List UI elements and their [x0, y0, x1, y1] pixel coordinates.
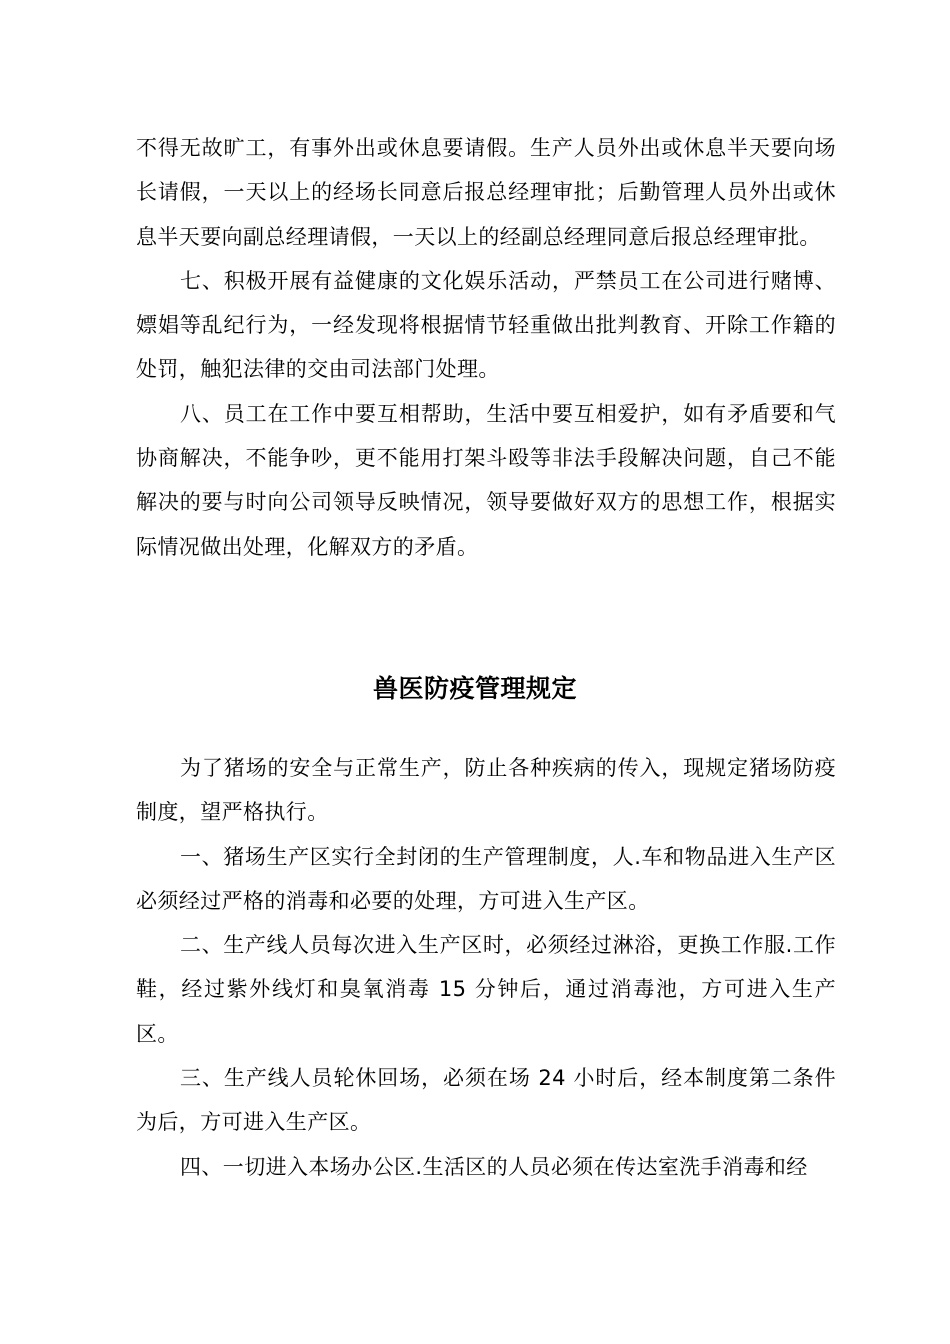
paragraph-rule-8: 八、员工在工作中要互相帮助，生活中要互相爱护，如有矛盾要和气协商解决，不能争吵，更不能用打架斗殴等非法手段解决问题，自己不能解决的要与时向公司领导反映情况，领导要做好双方的思想工作，根据实际情况做出处理，化解双方的矛盾。: [136, 401, 836, 559]
paragraph-rule-2: 二、生产线人员每次进入生产区时，必须经过淋浴，更换工作服.工作鞋，经过紫外线灯和臭氧消毒 15 分钟后，通过消毒池，方可进入生产区。: [136, 933, 836, 1046]
paragraph-leave-rules: 不得无故旷工，有事外出或休息要请假。生产人员外出或休息半天要向场长请假，一天以上的经场长同意后报总经理审批；后勤管理人员外出或休息半天要向副总经理请假，一天以上的经副总经理同意后报总经理审批。: [136, 136, 836, 249]
paragraph-intro: 为了猪场的安全与正常生产，防止各种疾病的传入，现规定猪场防疫制度，望严格执行。: [136, 756, 836, 825]
epidemic-prevention-section: [136, 746, 836, 1189]
paragraph-rule-3: 三、生产线人员轮休回场，必须在场 24 小时后，经本制度第二条件为后，方可进入生产区。: [136, 1066, 836, 1135]
rules-continuation-section: [136, 126, 836, 569]
paragraph-rule-7: 七、积极开展有益健康的文化娱乐活动，严禁员工在公司进行赌博、嫖娼等乱纪行为，一经发现将根据情节轻重做出批判教育、开除工作籍的处罚，触犯法律的交由司法部门处理。: [136, 268, 836, 382]
paragraph-rule-1: 一、猪场生产区实行全封闭的生产管理制度，人.车和物品进入生产区必须经过严格的消毒和必要的处理，方可进入生产区。: [136, 844, 836, 913]
page-title: 兽医防疫管理规定: [372, 674, 577, 703]
paragraph-rule-4: 四、一切进入本场办公区.生活区的人员必须在传达室洗手消毒和经: [180, 1154, 808, 1179]
